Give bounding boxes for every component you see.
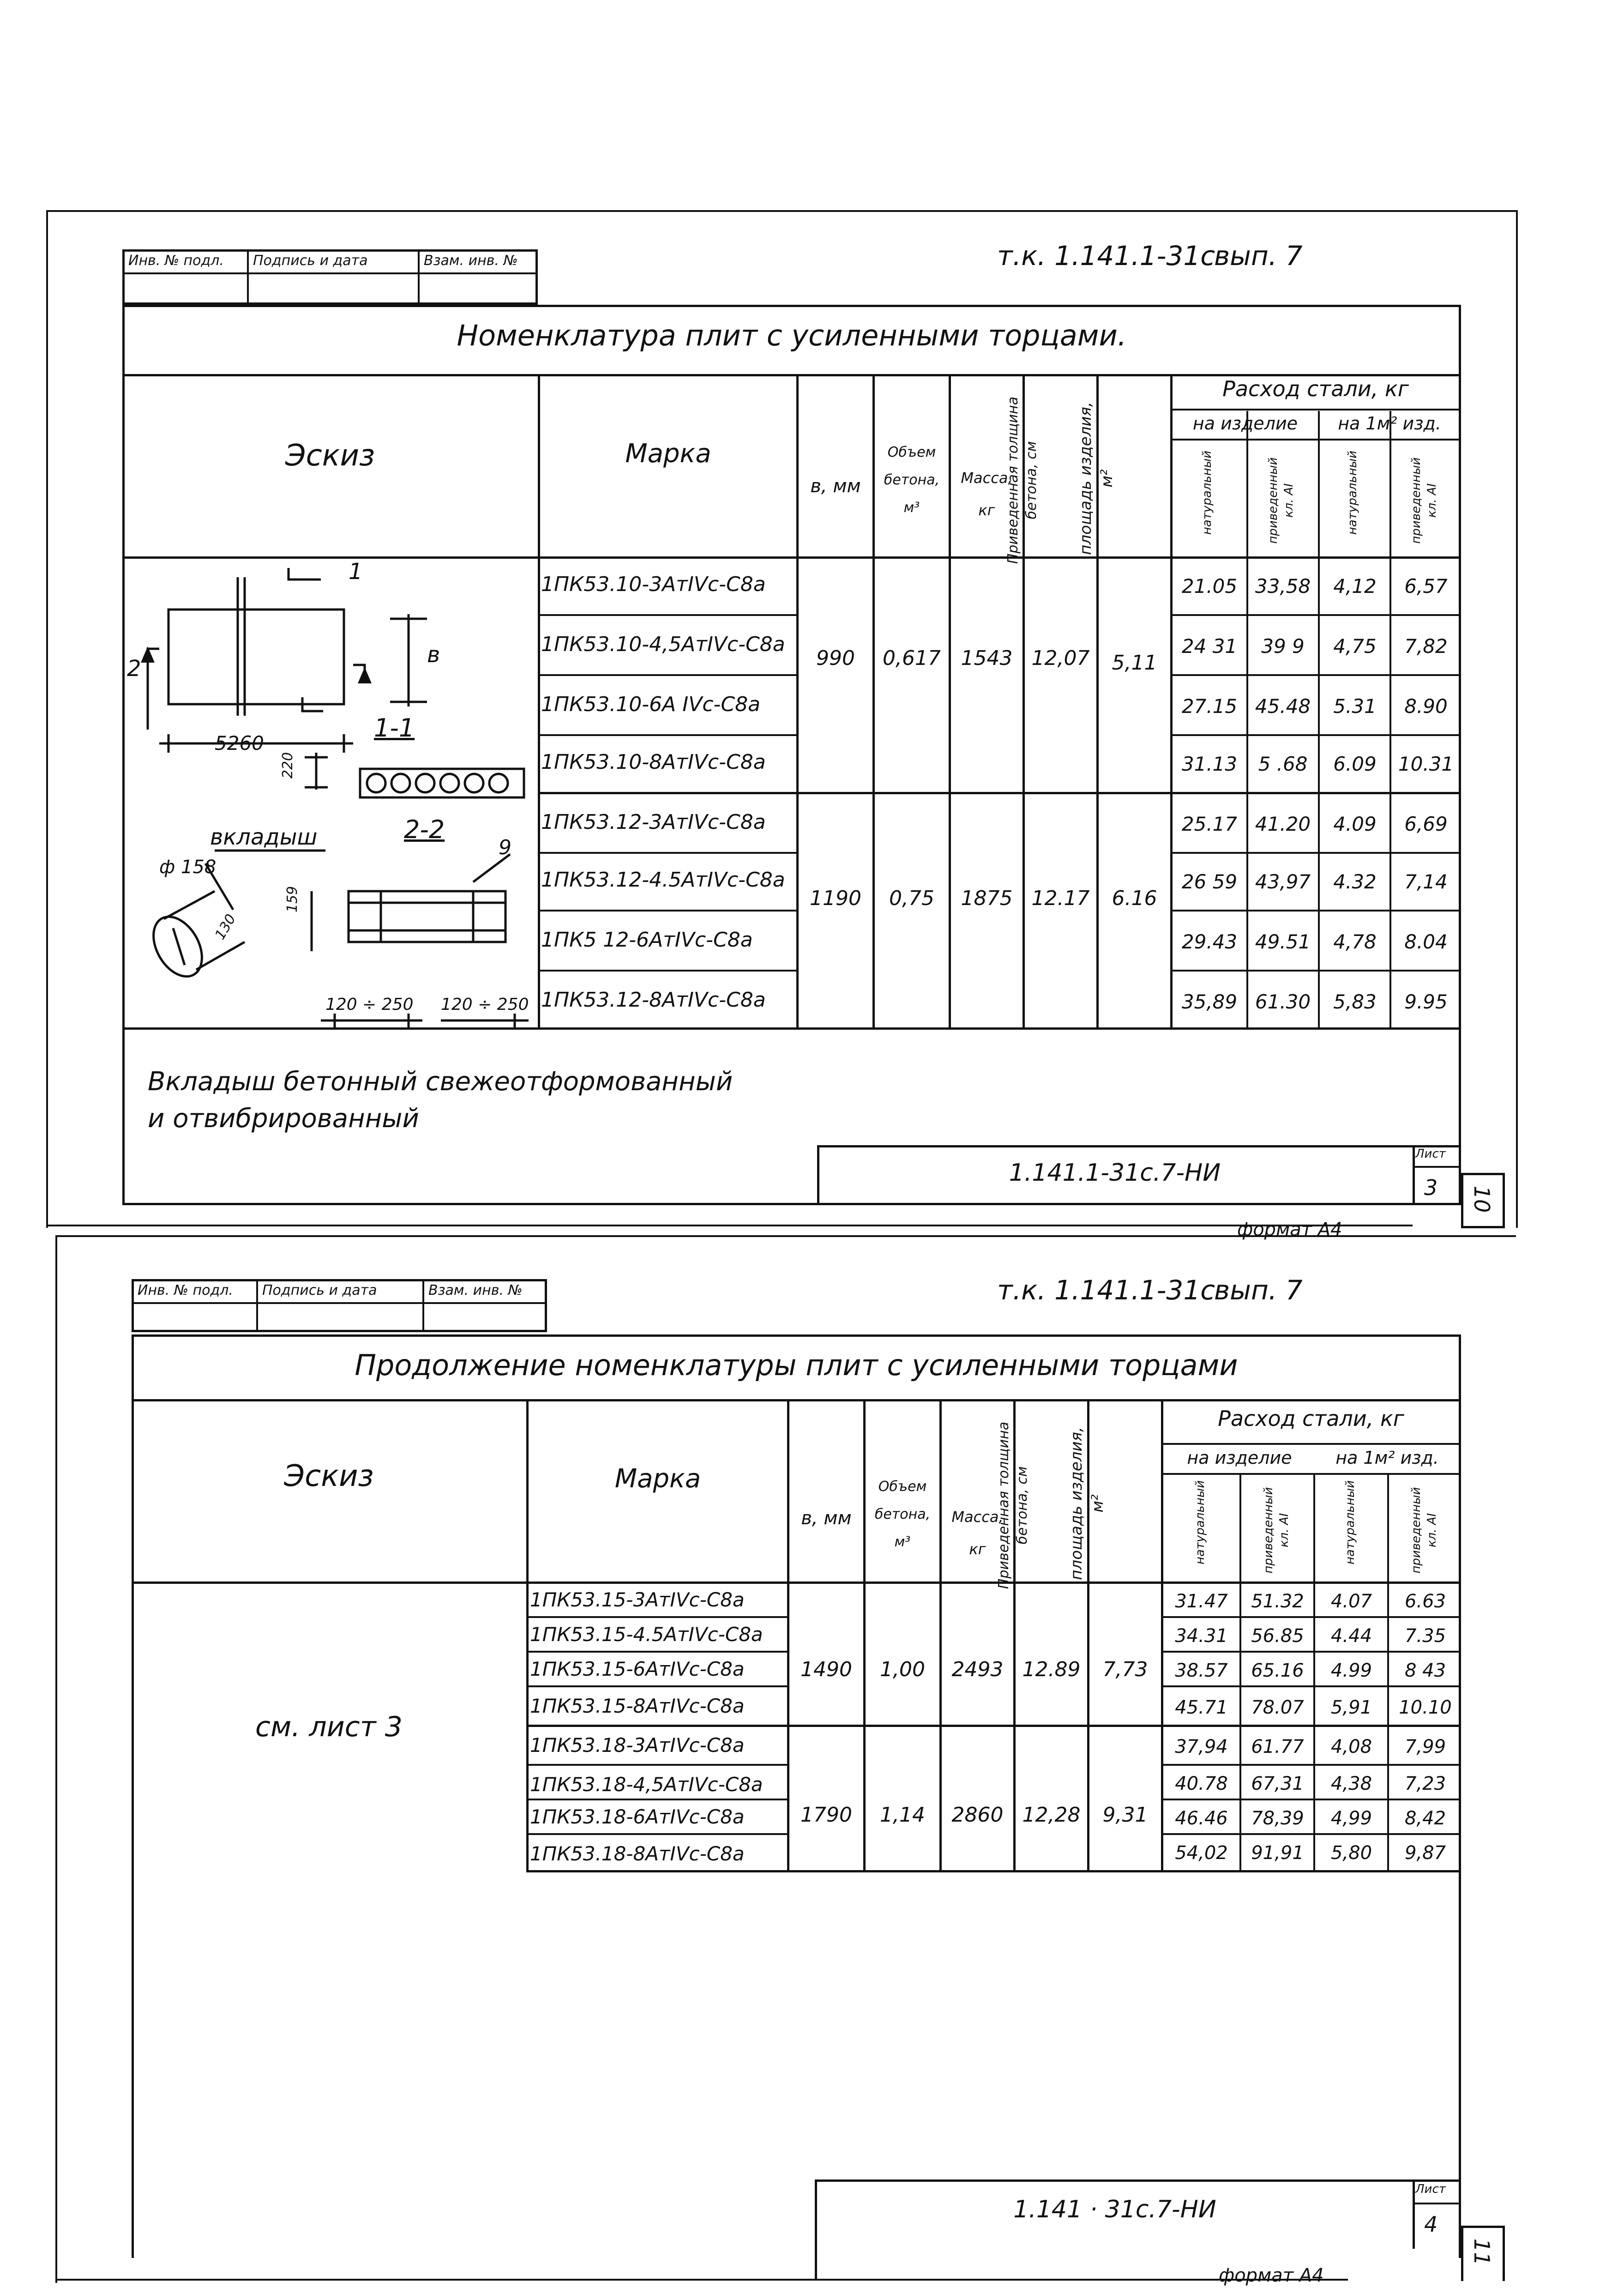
row-mark: 1ПК53.15-8АтIVс-С8а [530,1695,745,1717]
row-reduced-m2: 7,99 [1404,1736,1446,1757]
table-title: Номенклатура плит с усиленными торцами. [457,319,1127,352]
row-natural-item: 27.15 [1181,695,1238,718]
g2-width: 1790 [800,1803,852,1827]
row-reduced-m2: 6.63 [1404,1591,1446,1612]
sheet-1-bottom-edge [46,1225,1413,1226]
g2-thickness: 12.17 [1031,887,1090,910]
header-natural-m2: натуральный [1343,1480,1357,1565]
doc-code: 1.141 · 31с.7-НИ [1013,2196,1216,2223]
row-natural-m2: 5,91 [1330,1697,1372,1718]
insert-diameter: ф 158 [159,857,217,878]
sheet-2-bottom-edge [55,2279,1348,2281]
sheet-number: 4 [1424,2212,1438,2237]
row-reduced-item: 51.32 [1251,1591,1304,1612]
row-natural-item: 31.47 [1175,1591,1228,1612]
row-reduced-m2: 7,82 [1404,635,1448,658]
row-natural-item: 40.78 [1175,1773,1228,1794]
sheet-label: Лист [1415,1147,1446,1161]
row-reduced-m2: 7.35 [1404,1625,1446,1647]
row-reduced-item: 91,91 [1251,1842,1304,1864]
row-reduced-m2: 9,87 [1404,1842,1446,1864]
g2-area: 9,31 [1102,1803,1148,1827]
table-title: Продолжение номенклатуры плит с усиленными торцами [355,1348,1238,1382]
row-natural-item: 26 59 [1181,870,1238,893]
row-natural-item: 25.17 [1181,813,1238,835]
header-thickness: Приведенная толщина бетона, см [1005,396,1040,564]
g1-volume: 0,617 [883,646,941,670]
row-natural-item: 37,94 [1175,1736,1228,1757]
row-reduced-m2: 6,69 [1404,813,1448,835]
row-reduced-item: 61.30 [1255,990,1311,1013]
section-2-2: 2-2 [404,815,445,844]
row-natural-m2: 4.07 [1330,1591,1372,1612]
g1-area: 7,73 [1102,1658,1148,1681]
header-natural-item: натуральный [1193,1480,1207,1565]
issue-number: вып. 7 [1214,1274,1303,1306]
stamp-sign: Подпись и дата [262,1282,377,1298]
issue-number: вып. 7 [1214,240,1303,272]
g2-volume: 0,75 [889,887,934,910]
header-per-m2: на 1м² изд. [1338,413,1441,434]
header-reduced-m2: приведенный кл. АI [1409,457,1439,544]
side-number: 10 [1469,1185,1494,1213]
stamp-inv: Инв. № подл. [138,1282,233,1298]
sheet-2-stamp [132,1279,547,1332]
g1-thickness: 12,07 [1031,646,1090,670]
dim-range-right: 120 ÷ 250 [441,995,529,1014]
row-reduced-item: 5 .68 [1258,753,1308,775]
sketch-reference: см. лист 3 [255,1711,403,1743]
row-mark: 1ПК53.18-4,5АтIVс-С8а [530,1773,763,1796]
format-label: формат А4 [1237,1219,1342,1240]
header-steel: Расход стали, кг [1222,376,1409,401]
row-mark: 1ПК53.15-3АтIVс-С8а [530,1588,745,1611]
header-natural-m2: натуральный [1346,450,1359,535]
section-mark-1: 1 [349,559,363,585]
stamp-inv: Инв. № подл. [128,253,224,269]
g1-mass: 2493 [951,1658,1004,1681]
row-mark: 1ПК53.10-8АтIVс-С8а [541,750,766,774]
header-mark: Марка [614,1464,701,1494]
row-reduced-item: 56.85 [1251,1625,1304,1647]
row-reduced-item: 45.48 [1255,695,1311,718]
dim-9: 9 [499,836,511,859]
row-natural-m2: 4,08 [1330,1736,1372,1757]
sheet-1-stamp [122,249,538,305]
g1-thickness: 12.89 [1022,1658,1081,1681]
g2-width: 1190 [810,887,861,910]
header-per-item: на изделие [1187,1448,1292,1468]
row-natural-m2: 4.99 [1330,1660,1372,1681]
row-natural-item: 38.57 [1175,1660,1228,1681]
section-1-1: 1-1 [374,713,415,743]
row-mark: 1ПК53.10-6А IVс-С8а [541,693,761,716]
dim-159: 159 [284,886,301,913]
series-code: т.к. 1.141.1-31с [997,1274,1215,1306]
row-reduced-m2: 9.95 [1404,990,1448,1013]
header-mark: Марка [625,439,711,469]
row-reduced-item: 78.07 [1251,1697,1304,1718]
insert-label: вкладыш [210,824,318,850]
stamp-replace: Взам. инв. № [428,1282,523,1298]
header-area: площадь изделия, м² [1067,1427,1107,1580]
row-reduced-item: 41.20 [1255,813,1311,835]
row-reduced-m2: 7,14 [1404,870,1448,893]
row-mark: 1ПК5 12-6АтIVс-С8а [541,928,753,952]
g2-volume: 1,14 [880,1803,925,1827]
row-mark: 1ПК53.18-8АтIVс-С8а [530,1842,745,1865]
row-reduced-m2: 8 43 [1404,1660,1446,1681]
row-mark: 1ПК53.18-3АтIVс-С8а [530,1734,745,1757]
sheet-label: Лист [1415,2182,1446,2196]
section-mark-2: 2 [127,656,141,682]
header-sketch: Эскиз [284,1459,374,1493]
slab-sketch-drawing [122,559,538,1027]
row-reduced-m2: 8.04 [1404,930,1448,953]
row-mark: 1ПК53.15-4.5АтIVс-С8а [530,1623,763,1646]
row-reduced-m2: 6,57 [1404,575,1448,598]
stamp-sign: Подпись и дата [253,253,368,269]
dim-b: в [427,642,440,668]
row-mark: 1ПК53.12-8АтIVс-С8а [541,988,766,1012]
row-reduced-item: 61.77 [1251,1736,1304,1757]
g2-mass: 2860 [951,1803,1004,1827]
row-natural-item: 46.46 [1175,1808,1228,1829]
header-width: в, мм [801,1508,852,1529]
row-reduced-item: 49.51 [1255,930,1311,953]
header-natural-item: натуральный [1200,450,1214,535]
slab-sketch [122,559,538,1027]
g1-width: 1490 [800,1658,852,1681]
header-width: в, мм [810,476,861,497]
header-steel: Расход стали, кг [1218,1406,1404,1431]
header-mass: Масса, кг [951,1508,1004,1558]
row-natural-m2: 4.44 [1330,1625,1372,1647]
header-reduced-item: приведенный кл. АI [1262,1487,1291,1574]
row-natural-m2: 4.32 [1333,870,1377,893]
header-sketch: Эскиз [285,439,375,473]
stamp-replace: Взам. инв. № [424,253,518,269]
row-natural-item: 34.31 [1175,1625,1228,1647]
g1-volume: 1,00 [880,1658,925,1681]
row-natural-m2: 5,83 [1333,990,1377,1013]
dim-130: 130 [212,911,240,943]
row-reduced-item: 78,39 [1251,1808,1304,1829]
g2-mass: 1875 [961,887,1013,910]
row-natural-m2: 4,12 [1333,575,1377,598]
row-reduced-m2: 7,23 [1404,1773,1446,1794]
row-reduced-m2: 10.10 [1399,1697,1452,1718]
row-natural-item: 29.43 [1181,930,1238,953]
row-natural-item: 31.13 [1181,753,1238,775]
row-mark: 1ПК53.15-6АтIVс-С8а [530,1658,745,1680]
row-natural-m2: 6.09 [1333,753,1377,775]
row-natural-m2: 4,75 [1333,635,1377,658]
row-mark: 1ПК53.12-4.5АтIVс-С8а [541,868,785,892]
doc-code: 1.141.1-31с.7-НИ [1009,1159,1221,1187]
row-natural-item: 54,02 [1175,1842,1228,1864]
row-reduced-m2: 10.31 [1398,753,1454,775]
row-mark: 1ПК53.12-3АтIVс-С8а [541,810,766,834]
header-thickness: Приведенная толщина бетона, см [996,1421,1030,1589]
dim-length: 5260 [215,732,264,755]
row-reduced-item: 67,31 [1251,1773,1304,1794]
header-reduced-item: приведенный кл. АI [1266,457,1296,544]
row-natural-m2: 4,38 [1330,1773,1372,1794]
row-natural-m2: 4,78 [1333,930,1377,953]
row-natural-item: 21.05 [1181,575,1238,598]
row-natural-item: 45.71 [1175,1697,1228,1718]
g1-area: 5,11 [1112,651,1157,675]
header-mass: Масса, кг [961,469,1013,519]
row-natural-m2: 5,80 [1330,1842,1372,1864]
row-mark: 1ПК53.18-6АтIVс-С8а [530,1805,745,1828]
row-natural-item: 24 31 [1181,635,1238,658]
row-reduced-m2: 8.90 [1404,695,1448,718]
g2-thickness: 12,28 [1022,1803,1081,1827]
side-number: 11 [1469,2238,1494,2266]
header-volume: Объем бетона, м³ [874,1479,931,1550]
note-line-2: и отвибрированный [148,1104,419,1134]
sheet-number: 3 [1424,1175,1438,1200]
dim-220: 220 [280,752,296,779]
header-per-m2: на 1м² изд. [1335,1448,1439,1468]
header-area: площадь изделия, м² [1077,402,1116,555]
header-reduced-m2: приведенный кл. АI [1409,1487,1439,1574]
g1-mass: 1543 [961,646,1013,670]
note-line-1: Вкладыш бетонный свежеотформованный [148,1067,733,1097]
row-reduced-m2: 8,42 [1404,1808,1446,1829]
header-volume: Объем бетона, м³ [884,444,940,516]
g1-width: 990 [816,646,855,670]
row-natural-m2: 5.31 [1333,695,1377,718]
header-per-item: на изделие [1192,413,1298,434]
row-natural-m2: 4,99 [1330,1808,1372,1829]
row-reduced-item: 65.16 [1251,1660,1304,1681]
format-label: формат А4 [1219,2265,1324,2286]
row-mark: 1ПК53.10-3АтIVс-С8а [541,573,766,596]
dim-range-left: 120 ÷ 250 [325,995,414,1014]
series-code: т.к. 1.141.1-31с [997,240,1215,272]
row-natural-item: 35,89 [1181,990,1238,1013]
row-mark: 1ПК53.10-4,5АтIVс-С8а [541,633,785,656]
row-natural-m2: 4.09 [1333,813,1377,835]
g2-area: 6.16 [1112,887,1157,910]
row-reduced-item: 43,97 [1255,870,1311,893]
row-reduced-item: 39 9 [1261,635,1305,658]
row-reduced-item: 33,58 [1255,575,1311,598]
